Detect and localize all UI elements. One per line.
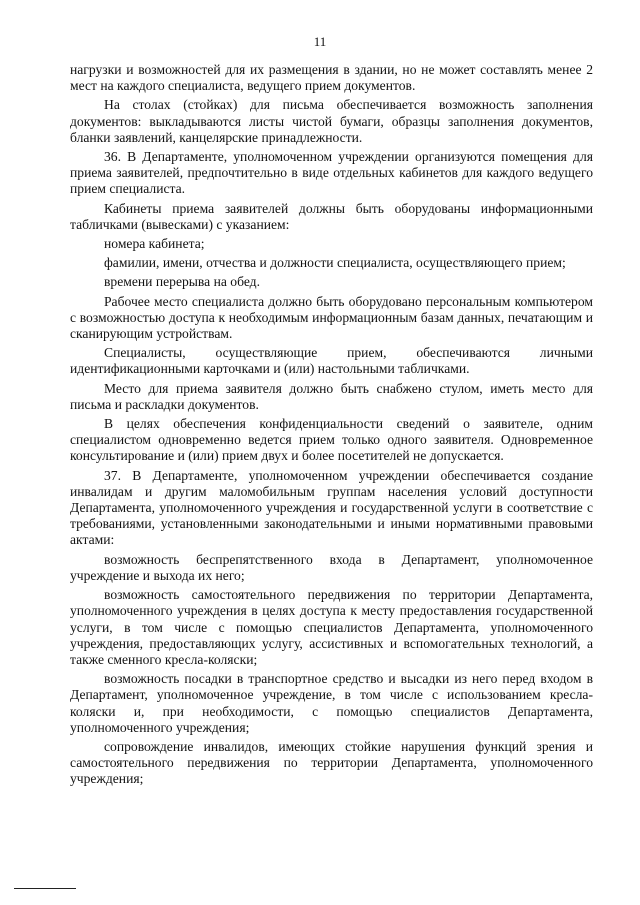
- paragraph: Кабинеты приема заявителей должны быть оборудованы информационными табличками (вывесками) с указанием:: [70, 200, 593, 232]
- document-body: [70, 62, 593, 791]
- paragraph: нагрузки и возможностей для их размещения в здании, но не может составлять менее 2 мест на каждого специалиста, ведущего прием документов.: [70, 62, 593, 94]
- paragraph: сопровождение инвалидов, имеющих стойкие нарушения функций зрения и самостоятельного передвижения по территории Департамента, уполномоченного учреждения;: [70, 738, 593, 787]
- paragraph: На столах (стойках) для письма обеспечивается возможность заполнения документов: выкладываются листы чистой бумаги, образцы заполнения документов, бланки заявлений, канцелярские принадлежности.: [70, 97, 593, 145]
- paragraph: возможность самостоятельного передвижения по территории Департамента, уполномоченного учреждения в целях доступа к месту предоставления государственной услуги, в том числе с помощью специалистов Департамента, уполномоченного учреждения, предоставляющих услугу, ассистивных и вспомогательных технологий, а также сменного кресла-коляски;: [70, 587, 593, 667]
- paragraph: Рабочее место специалиста должно быть оборудовано персональным компьютером с возможностью доступа к необходимым информационным базам данных, печатающим и сканирующим устройствам.: [70, 293, 593, 342]
- paragraph: Место для приема заявителя должно быть снабжено стулом, иметь место для письма и раскладки документов.: [70, 380, 593, 412]
- paragraph: 37. В Департаменте, уполномоченном учреждении обеспечивается создание инвалидам и другим маломобильным группам населения условий доступности Департамента, уполномоченного учреждения и государственной услуги в соответствие с требованиями, установленными законодательными и иными нормативными правовыми актами:: [70, 467, 593, 548]
- paragraph: Специалисты, осуществляющие прием, обеспечиваются личными идентификационными карточками и (или) настольными табличками.: [70, 345, 593, 377]
- paragraph: возможность посадки в транспортное средство и высадки из него перед входом в Департамент, уполномоченное учреждение, в том числе с использованием кресла-коляски и, при необходимости, с помощью специалистов Департамента, уполномоченного учреждения;: [70, 671, 593, 735]
- paragraph: В целях обеспечения конфиденциальности сведений о заявителе, одним специалистом одновременно ведется прием только одного заявителя. Одновременное консультирование и (или) прием двух и более посетителей не допускается.: [70, 416, 593, 464]
- paragraph: номера кабинета;: [104, 236, 205, 252]
- paragraph: 36. В Департаменте, уполномоченном учреждении организуются помещения для приема заявителей, предпочтительно в виде отдельных кабинетов для каждого ведущего прием специалиста.: [70, 149, 593, 197]
- paragraph: возможность беспрепятственного входа в Департамент, уполномоченное учреждение и выхода их него;: [70, 551, 593, 583]
- footnote-rule: [14, 888, 76, 889]
- page-number: 11: [313, 34, 327, 49]
- paragraph: времени перерыва на обед.: [104, 274, 260, 290]
- paragraph: фамилии, имени, отчества и должности специалиста, осуществляющего прием;: [104, 255, 566, 271]
